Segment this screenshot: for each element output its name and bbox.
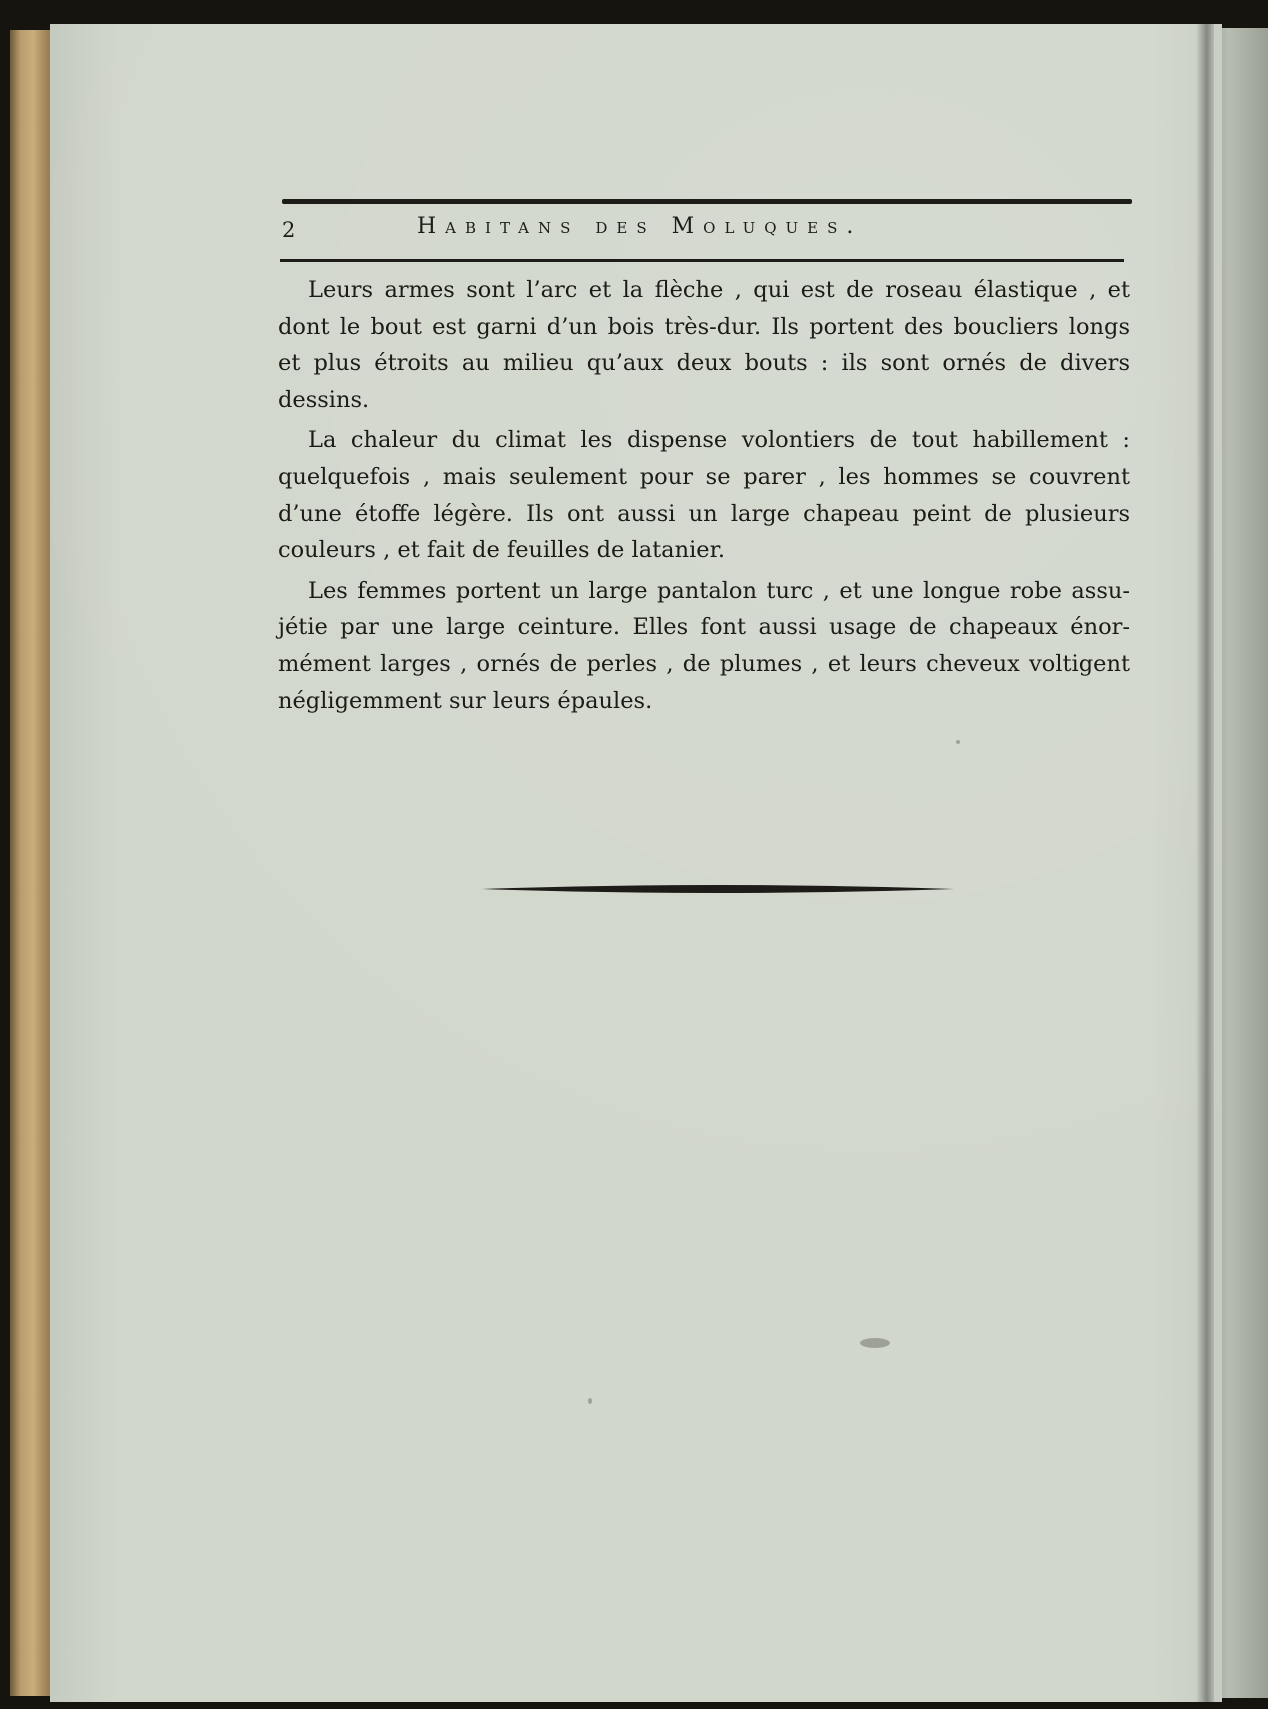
book-fore-edge [10, 30, 52, 1696]
paragraph [278, 573, 1130, 719]
text-line: négligemment sur leurs épaules. [278, 687, 653, 714]
gutter-shadow [1196, 24, 1214, 1702]
text-line: La chaleur du climat les dispense volontiers de tout habillement : [308, 427, 1130, 454]
text-line: mément larges , ornés de perles , de plumes , et leurs cheveux voltigent [278, 650, 1130, 677]
text-line: quelquefois , mais seulement pour se parer , les hommes se couvrent [278, 463, 1130, 490]
text-line: et plus étroits au milieu qu’aux deux bouts : ils sont ornés de divers [278, 350, 1130, 377]
text-line: d’une étoffe légère. Ils ont aussi un large chapeau peint de plusieurs [278, 500, 1130, 527]
text-line: Leurs armes sont l’arc et la flèche , qui est de roseau élastique , et [308, 277, 1130, 303]
paper-spot [860, 1338, 890, 1348]
text-line: Les femmes portent un large pantalon turc , et une longue robe assu- [308, 577, 1130, 604]
header-top-rule [282, 199, 1132, 204]
text-line: dont le bout est garni d’un bois très-dur. Ils portent des boucliers longs [278, 313, 1130, 340]
running-title: Habitans des Moluques. [417, 214, 863, 239]
end-ornament-rule [482, 883, 954, 895]
page-number: 2 [282, 218, 296, 242]
paper-spot [588, 1398, 592, 1404]
paragraph [278, 272, 1130, 418]
header-bottom-rule [280, 259, 1124, 262]
text-line: couleurs , et fait de feuilles de latanier. [278, 537, 726, 564]
text-line: dessins. [278, 386, 370, 413]
running-head [282, 214, 1132, 250]
body-text [278, 272, 1130, 723]
paragraph [278, 422, 1130, 568]
text-line: jétie par une large ceinture. Elles font aussi usage de chapeaux énor- [278, 614, 1130, 641]
paper-spot [956, 740, 960, 744]
